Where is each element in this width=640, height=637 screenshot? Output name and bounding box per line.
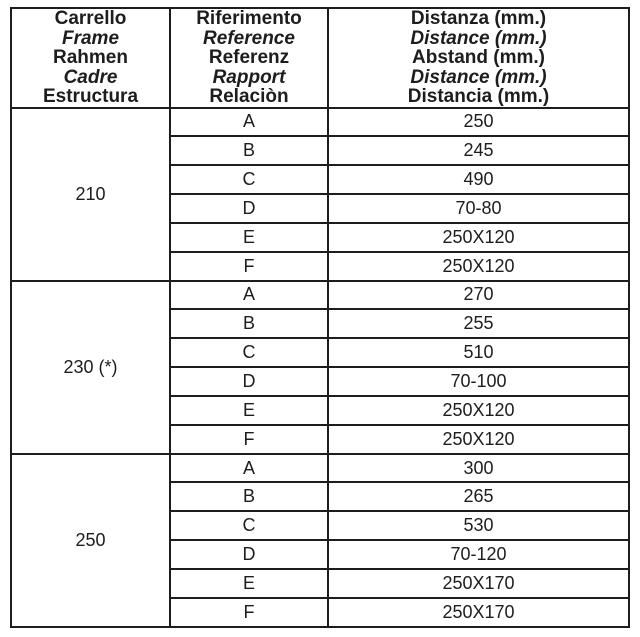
frame-group-230: 230 (*) [11, 281, 170, 454]
table-row [11, 108, 629, 137]
ref-cell: E [170, 223, 328, 252]
header-reference-line-it: Riferimento [196, 8, 302, 29]
ref-cell: C [170, 165, 328, 194]
ref-cell: D [170, 540, 328, 569]
dist-cell: 530 [328, 511, 629, 540]
header-frame-line-es: Estructura [42, 86, 139, 107]
header-reference-line-de: Referenz [208, 47, 290, 68]
table-row [11, 454, 629, 483]
table-row [11, 281, 629, 310]
table-header [11, 8, 629, 108]
dist-cell: 490 [328, 165, 629, 194]
dist-cell: 265 [328, 482, 629, 511]
header-distance-line-it: Distanza (mm.) [410, 8, 547, 29]
header-distance-line-en: Distance (mm.) [410, 27, 547, 49]
frame-dimensions-table [10, 7, 630, 628]
ref-cell: E [170, 396, 328, 425]
header-cell-frame [11, 8, 170, 108]
frame-group-210: 210 [11, 108, 170, 281]
header-cell-distance [328, 8, 629, 108]
ref-cell: A [170, 454, 328, 483]
ref-cell: A [170, 281, 328, 310]
ref-cell: B [170, 482, 328, 511]
header-row [11, 8, 629, 108]
ref-cell: C [170, 511, 328, 540]
dist-cell: 250X120 [328, 396, 629, 425]
header-frame-line-it: Carrello [54, 8, 127, 29]
header-frame-line-fr: Cadre [63, 66, 118, 88]
dist-cell: 245 [328, 136, 629, 165]
header-frame-line-de: Rahmen [53, 47, 128, 68]
header-cell-reference [170, 8, 328, 108]
dist-cell: 250X170 [328, 569, 629, 598]
dist-cell: 250X120 [328, 223, 629, 252]
ref-cell: C [170, 338, 328, 367]
ref-cell: B [170, 136, 328, 165]
ref-cell: F [170, 598, 328, 627]
dist-cell: 510 [328, 338, 629, 367]
dist-cell: 250X120 [328, 425, 629, 454]
dist-cell: 70-120 [328, 540, 629, 569]
dist-cell: 270 [328, 281, 629, 310]
ref-cell: B [170, 309, 328, 338]
ref-cell: A [170, 108, 328, 137]
dist-cell: 255 [328, 309, 629, 338]
header-reference-line-en: Reference [203, 27, 295, 49]
ref-cell: D [170, 194, 328, 223]
header-reference-line-fr: Rapport [212, 66, 286, 88]
dist-cell: 70-100 [328, 367, 629, 396]
ref-cell: F [170, 425, 328, 454]
header-distance-line-fr: Distance (mm.) [410, 66, 547, 88]
header-distance-line-es: Distancia (mm.) [407, 86, 550, 107]
dist-cell: 250X120 [328, 252, 629, 281]
ref-cell: E [170, 569, 328, 598]
dist-cell: 300 [328, 454, 629, 483]
dist-cell: 250X170 [328, 598, 629, 627]
dist-cell: 250 [328, 108, 629, 137]
ref-cell: F [170, 252, 328, 281]
header-distance-line-de: Abstand (mm.) [412, 47, 545, 68]
ref-cell: D [170, 367, 328, 396]
frame-group-250: 250 [11, 454, 170, 627]
dist-cell: 70-80 [328, 194, 629, 223]
header-frame-line-en: Frame [61, 27, 120, 49]
table-body [11, 108, 629, 627]
header-reference-line-es: Relaciòn [209, 86, 289, 107]
